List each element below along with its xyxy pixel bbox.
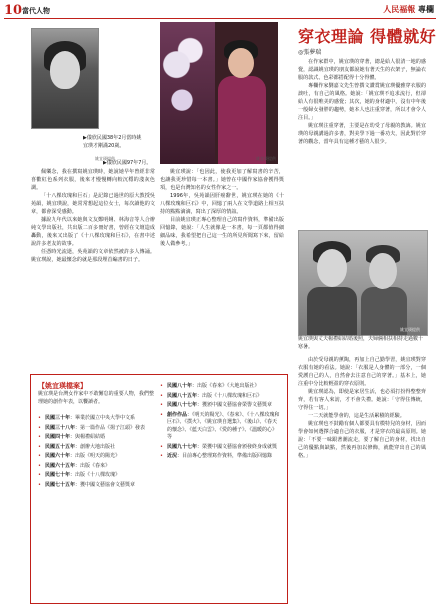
article-column-right-top: [298, 58, 426, 226]
timeline-year: 民國四十年: [45, 434, 71, 440]
timeline-year: 民國五十五年: [45, 443, 76, 450]
timeline-year: 民國三十年: [45, 415, 71, 421]
woman-face: [228, 48, 254, 78]
masthead-suffix: 專欄: [418, 4, 434, 14]
timeline-item: • 民國六十五年：出版《春來》: [38, 463, 154, 471]
paragraph: 據說九年代以來她與文友鄭明娳、林海音等人合辦純文學出版社，共出版二百多冊好書，曾經在文壇造成轟動，後來又出版了《十八棵玫瑰和巨石》，在書中述說許多老友的故事。: [31, 217, 155, 247]
paragraph: 在作家群中，姚宜瑛的穿著，總是給人很清一地的感覺，認識姚宜瑛的朋友都說她有著天生的衣架子，無論衣服的款式、色彩都搭配得十分得體。: [298, 59, 426, 81]
paragraph: 目前姚宜瑛正專心整理自己的寫作資料，準備出版回憶錄，她說：「人生就像是一本書，每一頁都值得細細品味，我希望把自己這一生的所見所聞寫下來，留給後人做參考。」: [160, 217, 284, 247]
paragraph: 姚宜瑛說：「也因此，使我更加了解寫書的辛苦，也讓我更珍惜每一本書。」她曾在中國作家協會獲得獎項，也是台灣知名的女性作家之一。: [160, 169, 284, 191]
page-number: 10: [4, 3, 23, 18]
caption-couple-photo: 姚宜瑛與丈夫楊禮紹結婚後照，夫婦倆相扶相持走過數十寒暑。: [298, 336, 424, 350]
header-rule: [4, 18, 436, 19]
figure-face: [369, 253, 397, 289]
section-title: 當代人物: [22, 7, 50, 15]
article-column-middle: [160, 168, 284, 370]
timeline-year: 近況: [167, 453, 178, 459]
timeline-text: 第一篇作品《揚子江頭》發表: [80, 424, 146, 431]
timeline-text: 創辦大地出版社: [80, 443, 116, 450]
timeline-text: 獲中國文藝協會文藝獎章: [80, 481, 136, 488]
timeline-right: [160, 383, 280, 463]
paragraph: 任憑時光流逝，吳苑韻的文章依然被許多人傳誦。姚宜瑛說，她最懷念的就是那段埋首編書的日子。: [31, 249, 155, 263]
woman-figure: [218, 36, 266, 164]
timeline-year: 民國三十八年: [45, 424, 76, 431]
timeline-text: 出版《明天的陽光》: [75, 453, 121, 459]
caption-new-photo: ▶儀欣民國97年7月。: [103, 160, 152, 166]
orchid-flowers: [160, 22, 215, 164]
figure-body: [307, 287, 357, 335]
photo-young-portrait: [31, 28, 99, 129]
timeline-left: [38, 415, 154, 491]
timeline-text: 出版《十八棵玫瑰》: [75, 472, 121, 478]
figure-face: [317, 249, 347, 287]
article-title: 穿衣理論 得體就好: [298, 27, 437, 46]
timeline-year: 民國六十年: [45, 453, 71, 459]
sidebar-title: 【姚宜瑛檔案】: [38, 382, 87, 390]
timeline-item: • 民國三十八年：第一篇作品《揚子江頭》發表: [38, 425, 154, 433]
timeline-text: 畢業於國立中央大學中文系: [75, 415, 136, 421]
masthead: [383, 4, 434, 15]
article-column-right-bottom: [298, 356, 426, 598]
woman-body: [218, 76, 266, 164]
photo-couple: [298, 230, 428, 336]
timeline-text: 榮獲中國文藝協會頒發終身成就獎: [202, 443, 278, 450]
paragraph: 姚宜瑛也不鼓勵有個人都要具有模特兒的身材，因而學會如何選擇合適自己的衣服，才是穿衣的最高原則。她說：「不要一味跟著潮流走，要了解自己的身材，找出自己的優點與缺點，然後再加以修飾，就能穿出自己的風格。」: [298, 421, 426, 459]
timeline-year: 民國九十七年: [167, 443, 198, 450]
photo-credit-old: 姚宜瑛提供: [95, 156, 115, 161]
paragraph: 由於受母親的薰陶，再加上自己勤學習，姚宜瑛對穿衣服有她的看法。她說：「衣服是人身體的一部分，一個愛護自己的人，自然會去注意自己的穿著。」基本上，她注重中分比較輕盈的穿衣原則。: [298, 357, 426, 387]
photo-credit-new: 姚宜瑛提供: [256, 156, 276, 161]
timeline-year: 民國七十年: [45, 472, 71, 478]
paragraph: 佩樂念，我在撰寫姚宜瑛時，她說她早年曾經非常喜歡紅色系列衣服，後來才慢慢轉向較沉穩的淺灰色調。: [31, 169, 155, 191]
masthead-name: 人民福報: [383, 4, 416, 14]
timeline-item: • 民國八十年：出版《春來》《大地出版社》: [160, 383, 280, 391]
article-byline: ◎張夢瑞: [298, 49, 322, 56]
timeline-item: • 民國八十五年：出版《十八棵玫瑰和巨石》: [160, 393, 280, 401]
timeline-year: 民國八十五年: [167, 392, 198, 399]
timeline-item: • 民國五十五年：創辦大地出版社: [38, 444, 154, 452]
timeline-item: • 民國九十七年：榮獲中國文藝協會頒發終身成就獎: [160, 444, 280, 452]
timeline-item: • 民國八十七年：獲頒中國文藝協會榮譽文藝獎章: [160, 402, 280, 410]
photo-credit-couple: 姚宜瑛提供: [400, 327, 420, 332]
caption-old-photo: ▶儀欣民國38年2月當時姚宜瑛才剛滿20歲。: [83, 135, 142, 149]
timeline-item: • 民國七十年：出版《十八棵玫瑰》: [38, 472, 154, 480]
timeline-year: 創作作品: [167, 411, 188, 418]
timeline-year: 民國八十年: [167, 383, 193, 389]
timeline-text: 獲頒中國文藝協會榮譽文藝獎章: [202, 402, 273, 408]
timeline-text: 出版《十八棵玫瑰和巨石》: [202, 392, 263, 399]
timeline-text: 目前專心整理寫作資料，準備出版回憶錄: [182, 453, 273, 459]
paragraph: 1996年，吳苑韻因肝癌辭世，姚宜瑛在她的《十八棵玫瑰和巨石》中，回憶了兩人在文學道路上相互扶持的點點滴滴，寫出了深厚的情誼。: [160, 193, 284, 215]
timeline-item: • 民國三十年：畢業於國立中央大學中文系: [38, 415, 154, 423]
timeline-text: 《明天的陽光》、《春來》、《十八棵玫瑰和巨石》、《撲火》、《姚宜瑛自選集》、《後山》、《春天的懷念》、《藍天白雲》、《愛的種子》、《溫暖的心》等: [167, 411, 280, 440]
timeline-text: 與楊禮紹結婚: [75, 434, 106, 440]
photo-recent-portrait: [160, 22, 278, 164]
timeline-year: 民國六十五年: [45, 462, 76, 469]
timeline-year: 民國七十五年: [45, 481, 76, 488]
timeline-year: 民國八十七年: [167, 402, 198, 408]
article-column-left: [31, 168, 155, 370]
timeline-item: • 近況：目前專心整理寫作資料，準備出版回憶錄: [160, 453, 280, 461]
timeline-text: 出版《春來》: [80, 462, 111, 469]
paragraph: 專欄作家劉嘉文先生曾撰文讚賞姚宜瑛優雅穿衣服的談吐，有自己的風格。她說：「姚宜瑛不追求流行，但卻給人有很唯美的感覺；其次，她的身材適中，沒有中年後一般婦女發胖的趨勢，她本人也注重穿著，所以才會令人注目。」: [298, 83, 426, 121]
timeline-item: • 民國四十年：與楊禮紹結婚: [38, 434, 154, 442]
timeline-text: 出版《春來》《大地出版社》: [197, 383, 260, 389]
timeline-item: • 民國七十五年：獲中國文藝協會文藝獎章: [38, 482, 154, 490]
sidebar-intro: 姚宜瑛是台灣女作家中不敢懈怠的重要人物，我們整理她的創作年表，以饗讀者。: [38, 391, 154, 405]
portrait-face: [50, 51, 80, 89]
timeline-item: • 民國六十年：出版《明天的陽光》: [38, 453, 154, 461]
paragraph: 「十八棵玫瑰和巨石」是記錄已過世的原大教授吳苑韻，姚宜瑛說，她常常想起這位女士，每次讀他的文章，都會深受感動。: [31, 193, 155, 215]
paragraph: 姚宜瑛認為，即使是家居生活，也必須打扮得整整齊齊，若有客人來訪，才不會失禮。她說：「守得住傳統，守得住一切。」: [298, 389, 426, 411]
paragraph: 姚宜瑛注重穿著，主要是在幼受了母親的教誨。姚宜瑛的母親講過許多書，對美學下過一番功夫，因此對於穿著的觀念，當年具有這種才藝的人很少。: [298, 123, 426, 145]
paragraph: 一二天就能學會的，這是生活累積的經驗。: [308, 413, 405, 419]
timeline-item: • 創作作品：《明天的陽光》、《春來》、《十八棵玫瑰和巨石》、《撲火》、《姚宜瑛自選集》、《後山》、《春天的懷念》、《藍天白雲》、《愛的種子》、《溫暖的心》等: [160, 412, 280, 442]
